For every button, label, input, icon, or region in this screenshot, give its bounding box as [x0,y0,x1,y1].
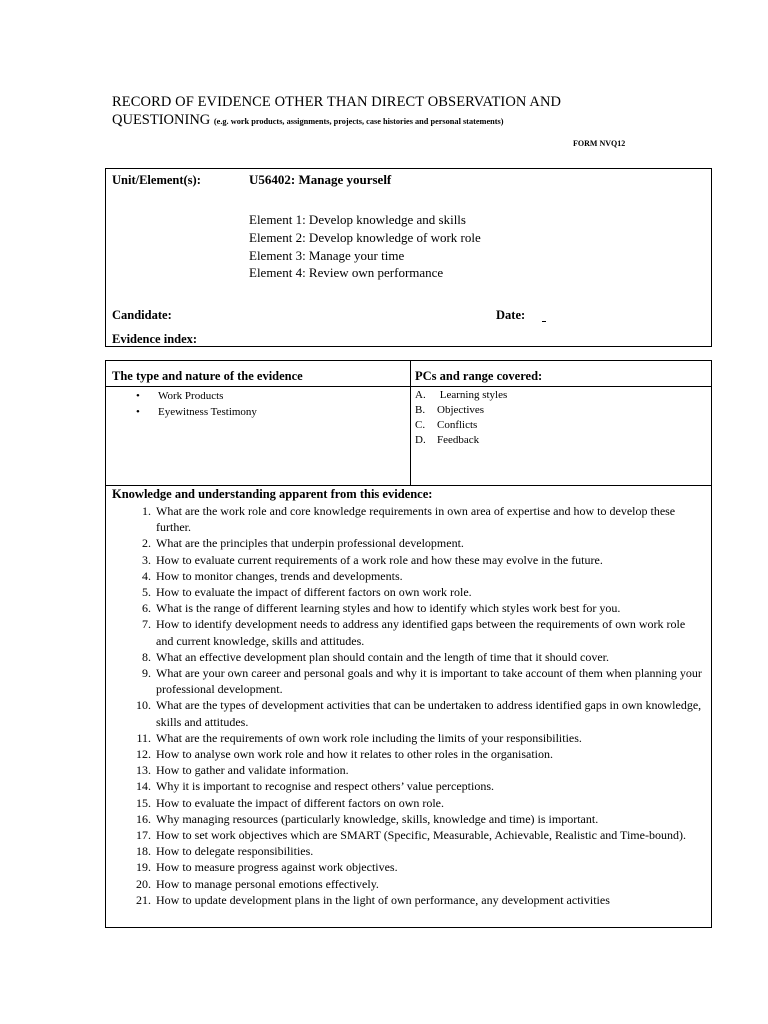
form-title: RECORD OF EVIDENCE OTHER THAN DIRECT OBSERVATION AND [112,94,562,110]
evidence-type-item: • Work Products [136,389,257,405]
knowledge-item [112,552,702,568]
knowledge-item-number: 10. [136,698,151,713]
knowledge-item-number: 11. [136,730,151,745]
pcs-item [415,433,507,448]
knowledge-item [112,876,702,892]
knowledge-item [112,730,702,746]
knowledge-item [112,843,702,859]
knowledge-item [112,665,702,697]
header-divider [106,386,711,387]
form-code: FORM NVQ12 [573,139,626,148]
element-list [249,211,481,282]
pcs-text: Feedback [437,434,480,446]
knowledge-item [112,811,702,827]
evidence-type-header: The type and nature of the evidence [112,369,303,383]
knowledge-item [112,827,702,843]
date-field-mark [542,321,546,322]
knowledge-item-number: 6. [142,601,151,616]
column-divider [410,361,411,485]
knowledge-item-number: 16. [136,811,151,826]
knowledge-item-number: 1. [142,504,151,518]
knowledge-item-number: 18. [136,844,151,859]
knowledge-item-text: What is the range of different learning styles and how to identify which styles work best for you. [156,601,621,616]
knowledge-item-number: 7. [142,617,151,632]
knowledge-item [112,859,702,875]
evidence-index-label: Evidence index: [112,332,198,346]
candidate-label: Candidate: [112,308,172,322]
knowledge-item-number: 3. [142,552,151,567]
knowledge-item-number: 13. [136,763,151,778]
knowledge-item [112,697,702,729]
knowledge-item-number: 21. [136,892,151,907]
knowledge-item-text: What are the types of development activities that can be undertaken to address identified gaps in own knowledge, skills and attitudes. [156,698,702,729]
knowledge-item-number: 2. [142,536,151,551]
pcs-text: Objectives [437,404,485,416]
knowledge-item-text: What an effective development plan should contain and the length of time that it should cover. [156,649,609,664]
knowledge-item [112,762,702,778]
pcs-letter: A. [415,389,426,401]
knowledge-item-text: What are the principles that underpin professional development. [156,536,464,551]
element-item: Element 3: Manage your time [249,247,405,263]
knowledge-item-text: Why managing resources (particularly knowledge, skills, knowledge and time) is important. [156,811,599,826]
knowledge-item-text: How to analyse own work role and how it relates to other roles in the organisation. [156,747,554,762]
knowledge-item-text: What are the work role and core knowledge requirements in own area of expertise and how to develop these further. [156,504,676,535]
knowledge-item-text: How to update development plans in the light of own performance, any development activities [156,892,610,907]
knowledge-item [112,616,702,648]
knowledge-item-number: 4. [142,568,151,583]
knowledge-item-text: How to evaluate the impact of different factors on own work role. [156,585,472,600]
date-label: Date: [496,308,526,322]
knowledge-item-text: Why it is important to recognise and respect others’ value perceptions. [156,779,495,794]
pcs-list [415,388,507,448]
knowledge-item-number: 15. [136,795,151,810]
unit-details-box [105,168,712,347]
form-title-continued: QUESTIONING [112,112,211,128]
pcs-item [415,403,507,418]
knowledge-item [112,568,702,584]
knowledge-item-number: 19. [136,860,151,875]
knowledge-item-text: How to evaluate current requirements of a work role and how these may evolve in the future. [156,552,603,567]
knowledge-item [112,535,702,551]
knowledge-item-number: 9. [142,666,151,681]
form-title-line2 [112,112,504,129]
evidence-type-item: • Eyewitness Testimony [136,405,257,421]
knowledge-item [112,649,702,665]
knowledge-item-text: What are your own career and personal goals and why it is important to take account of them when planning your professional development. [156,666,702,697]
knowledge-item-text: What are the requirements of own work role including the limits of your responsibilities. [156,730,582,745]
evidence-type-list [136,389,257,420]
knowledge-item-text: How to gather and validate information. [156,763,349,778]
knowledge-item [112,795,702,811]
pcs-item [415,388,507,403]
knowledge-item-text: How to set work objectives which are SMART (Specific, Measurable, Achievable, Realistic and Time-bound). [156,828,686,843]
knowledge-item-text: How to monitor changes, trends and developments. [156,568,403,583]
knowledge-item-text: How to delegate responsibilities. [156,844,314,859]
form-title-note: (e.g. work products, assignments, projects, case histories and personal statements) [213,117,504,126]
knowledge-item-number: 20. [136,876,151,891]
knowledge-item-number: 17. [136,828,151,843]
pcs-letter: B. [415,404,426,416]
knowledge-item [112,584,702,600]
knowledge-item-number: 12. [136,747,151,762]
knowledge-item-text: How to evaluate the impact of different factors on own role. [156,795,445,810]
pcs-letter: C. [415,419,426,431]
element-item: Element 2: Develop knowledge of work role [249,229,481,245]
knowledge-item-text: How to identify development needs to address any identified gaps between the requirements of own work role and current knowledge, skills and attitudes. [156,617,686,648]
knowledge-item-text: How to manage personal emotions effectively. [156,876,379,891]
element-item: Element 4: Review own performance [249,265,444,281]
pcs-item [415,418,507,433]
knowledge-list [112,503,702,908]
evidence-table [105,360,712,928]
knowledge-item [112,503,702,535]
pcs-text: Conflicts [437,419,478,431]
unit-value: U56402: Manage yourself [249,172,392,187]
pcs-letter: D. [415,434,426,446]
pcs-text: Learning styles [437,389,508,401]
knowledge-item-text: How to measure progress against work objectives. [156,860,398,875]
knowledge-item [112,600,702,616]
knowledge-header: Knowledge and understanding apparent from this evidence: [112,487,433,501]
element-item: Element 1: Develop knowledge and skills [249,212,466,227]
knowledge-item-number: 14. [136,779,151,794]
knowledge-item [112,746,702,762]
knowledge-item-number: 5. [142,585,151,600]
pcs-range-header: PCs and range covered: [415,369,543,383]
unit-label: Unit/Element(s): [112,173,201,187]
knowledge-divider [106,485,711,486]
knowledge-item [112,892,702,908]
knowledge-item-number: 8. [142,649,151,664]
knowledge-item [112,778,702,794]
